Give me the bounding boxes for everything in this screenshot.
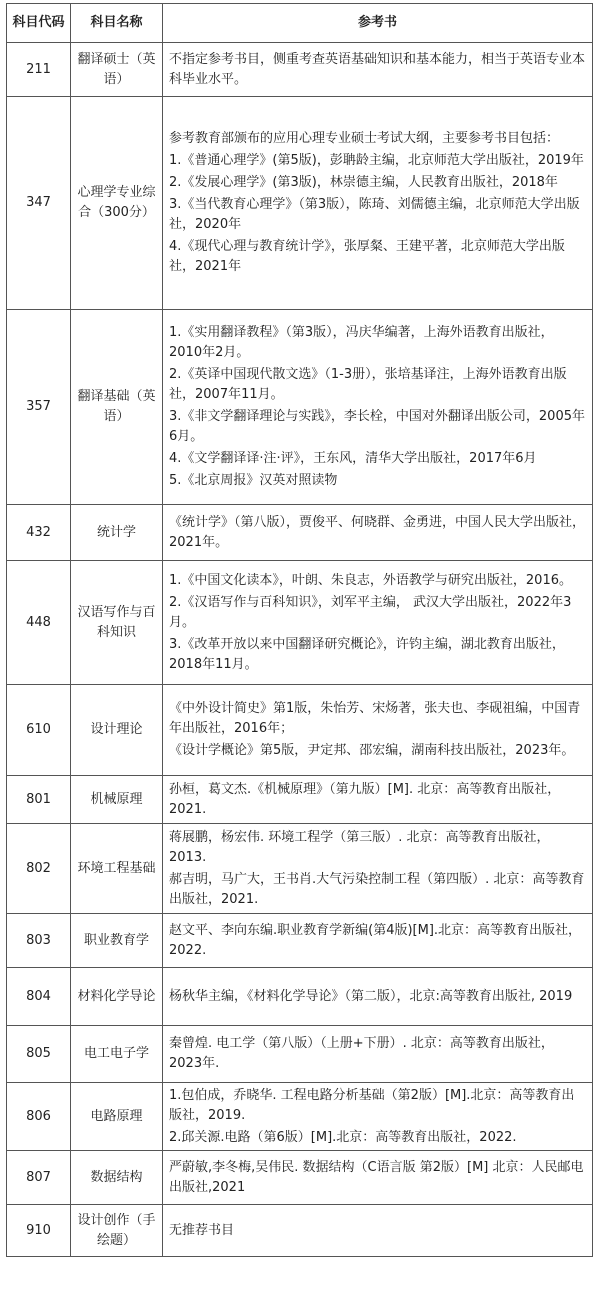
reference-line: 杨秋华主编，《材料化学导论》（第二版），北京:高等教育出版社, 2019 — [169, 988, 573, 1004]
subject-code: 803 — [7, 914, 71, 968]
subject-name: 职业教育学 — [71, 914, 163, 968]
subject-name: 环境工程基础 — [71, 824, 163, 914]
table-row — [7, 776, 593, 824]
reference-line: 参考教育部颁布的应用心理专业硕士考试大纲，主要参考书目包括： — [169, 131, 560, 146]
table-row — [7, 914, 593, 968]
subject-code: 357 — [7, 310, 71, 505]
subject-code: 801 — [7, 776, 71, 824]
reference-line: 2.《英译中国现代散文选》（1-3册），张培基译注，上海外语教育出版社，2007年11月。 — [169, 367, 567, 402]
reference-line: 《统计学》（第八版），贾俊平、何晓群、金勇进，中国人民大学出版社，2021年。 — [169, 514, 586, 550]
header-reference: 参考书 — [163, 4, 593, 43]
reference-line: 3.《非文学翻译理论与实践》，李长栓，中国对外翻译出版公司，2005年6月。 — [169, 409, 585, 444]
reference-line: 孙桓，葛文杰.《机械原理》（第九版）[M]. 北京：高等教育出版社，2021. — [169, 781, 561, 817]
reference-line: 蒋展鹏，杨宏伟. 环境工程学（第三版）. 北京：高等教育出版社，2013. — [169, 829, 550, 865]
subject-name: 汉语写作与百科知识 — [71, 561, 163, 685]
reference-line: 《设计学概论》第5版，尹定邦、邵宏编，湖南科技出版社，2023年。 — [169, 743, 575, 758]
subject-name: 数据结构 — [71, 1151, 163, 1205]
reference-line: 《中外设计简史》第1版，朱怡芳、宋炀著，张夫也、李砚祖编，中国青年出版社，2016年； — [169, 701, 581, 736]
reference-cell — [163, 97, 593, 310]
subject-name: 心理学专业综合（300分） — [71, 97, 163, 310]
reference-cell — [163, 310, 593, 505]
table-row — [7, 1205, 593, 1257]
reference-line: 1.《普通心理学》(第5版)，彭聃龄主编，北京师范大学出版社，2019年 — [169, 153, 584, 168]
reference-line: 不指定参考书目，侧重考查英语基础知识和基本能力，相当于英语专业本科毕业水平。 — [169, 51, 586, 87]
reference-line: 3.《改革开放以来中国翻译研究概论》，许钧主编，湖北教育出版社，2018年11月。 — [169, 636, 565, 672]
subject-code: 804 — [7, 968, 71, 1026]
reference-line: 无推荐书目 — [169, 1222, 235, 1238]
subject-code: 211 — [7, 43, 71, 97]
reference-line: 2.《汉语写作与百科知识》，刘军平主编， 武汉大学出版社，2022年3月。 — [169, 594, 572, 630]
table-row — [7, 1083, 593, 1151]
reference-cell — [163, 776, 593, 824]
subject-code: 910 — [7, 1205, 71, 1257]
header-name: 科目名称 — [71, 4, 163, 43]
reference-line: 郝吉明，马广大，王书肖.大气污染控制工程（第四版）. 北京：高等教育出版社，2021. — [169, 871, 585, 907]
header-code: 科目代码 — [7, 4, 71, 43]
subject-code: 610 — [7, 685, 71, 776]
table-row — [7, 43, 593, 97]
table-row — [7, 824, 593, 914]
reference-cell — [163, 914, 593, 968]
subject-name: 设计创作（手绘题） — [71, 1205, 163, 1257]
reference-line: 4.《文学翻译译·注·评》，王东风，清华大学出版社，2017年6月 — [169, 451, 537, 466]
reference-cell — [163, 685, 593, 776]
reference-cell — [163, 1151, 593, 1205]
table-row — [7, 97, 593, 310]
subject-code: 448 — [7, 561, 71, 685]
reference-cell — [163, 1205, 593, 1257]
table-row — [7, 310, 593, 505]
reference-book-table — [6, 3, 593, 1257]
reference-line: 2.邱关源.电路（第6版）[M].北京：高等教育出版社，2022. — [169, 1129, 517, 1145]
table-row — [7, 1151, 593, 1205]
subject-code: 432 — [7, 505, 71, 561]
table-row — [7, 1026, 593, 1083]
reference-line: 1.《实用翻译教程》（第3版），冯庆华编著，上海外语教育出版社，2010年2月。 — [169, 325, 554, 360]
reference-line: 秦曾煌. 电工学（第八版）（上册+下册）. 北京：高等教育出版社，2023年. — [169, 1036, 554, 1071]
reference-line: 2.《发展心理学》(第3版)，林崇德主编，人民教育出版社，2018年 — [169, 175, 558, 190]
subject-name: 统计学 — [71, 505, 163, 561]
subject-name: 机械原理 — [71, 776, 163, 824]
subject-name: 电路原理 — [71, 1083, 163, 1151]
reference-line: 1.《中国文化读本》，叶朗、朱良志，外语教学与研究出版社，2016。 — [169, 572, 572, 588]
reference-cell — [163, 561, 593, 685]
subject-code: 802 — [7, 824, 71, 914]
reference-line: 赵文平、李向东编.职业教育学新编(第4版)[M].北京：高等教育出版社，2022. — [169, 922, 582, 958]
reference-line: 4.《现代心理与教育统计学》，张厚粲、王建平著，北京师范大学出版社，2021年 — [169, 239, 565, 274]
reference-line: 1.包伯成，乔晓华. 工程电路分析基础（第2版）[M].北京：高等教育出版社，2019. — [169, 1087, 575, 1123]
table-row — [7, 505, 593, 561]
reference-cell — [163, 43, 593, 97]
reference-cell — [163, 824, 593, 914]
subject-name: 材料化学导论 — [71, 968, 163, 1026]
subject-name: 翻译硕士（英语） — [71, 43, 163, 97]
reference-line: 5.《北京周报》汉英对照读物 — [169, 473, 338, 488]
subject-code: 807 — [7, 1151, 71, 1205]
reference-line: 3.《当代教育心理学》（第3版），陈琦、刘儒德主编，北京师范大学出版社，2020年 — [169, 197, 580, 232]
reference-cell — [163, 1026, 593, 1083]
table-header-row — [7, 4, 593, 43]
subject-code: 805 — [7, 1026, 71, 1083]
subject-name: 翻译基础（英语） — [71, 310, 163, 505]
table-row — [7, 561, 593, 685]
subject-name: 设计理论 — [71, 685, 163, 776]
subject-code: 347 — [7, 97, 71, 310]
table-row — [7, 685, 593, 776]
reference-line: 严蔚敏,李冬梅,吴伟民. 数据结构（C语言版 第2版）[M] 北京：人民邮电出版社,2021 — [169, 1159, 584, 1195]
subject-code: 806 — [7, 1083, 71, 1151]
reference-cell — [163, 1083, 593, 1151]
reference-cell — [163, 968, 593, 1026]
table-row — [7, 968, 593, 1026]
subject-name: 电工电子学 — [71, 1026, 163, 1083]
reference-cell — [163, 505, 593, 561]
